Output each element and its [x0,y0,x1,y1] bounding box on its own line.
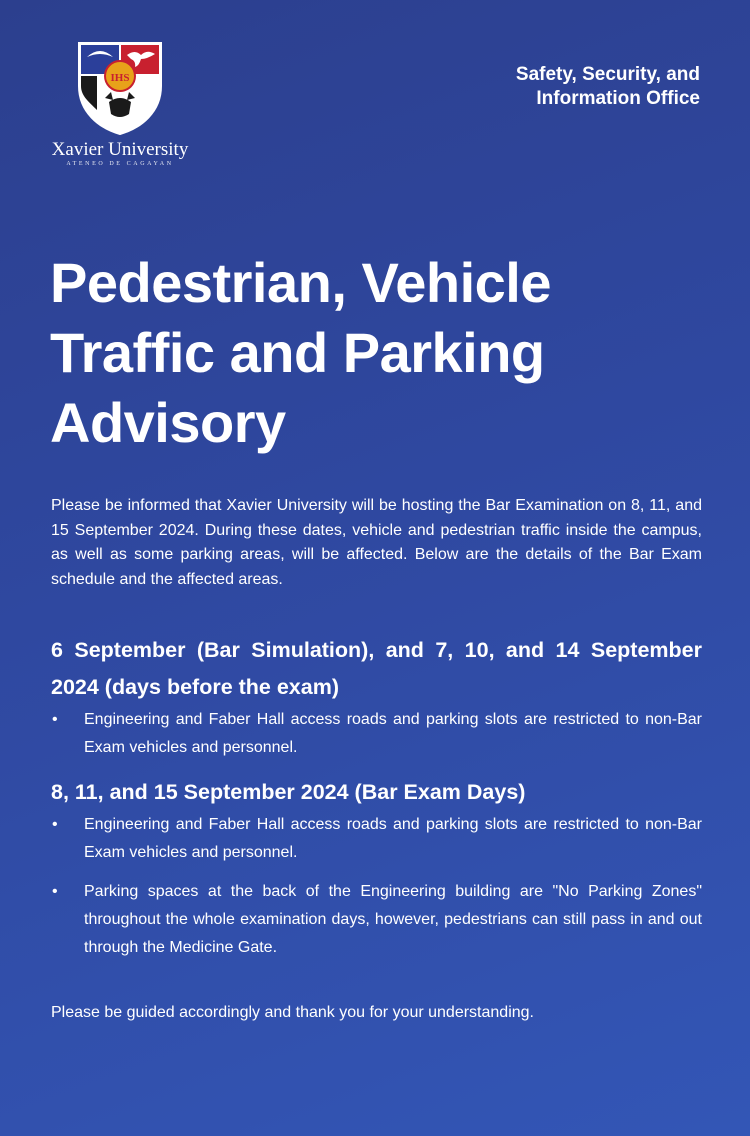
bullet-icon: • [52,883,58,900]
university-logo [40,40,200,167]
list-item [51,706,702,762]
section-heading-exam-days: 8, 11, and 15 September 2024 (Bar Exam Days) [51,780,526,804]
university-subtitle: ATENEO DE CAGAYAN [66,161,174,167]
list-item-text: Engineering and Faber Hall access roads and parking slots are restricted to non-Bar Exam vehicles and personnel. [84,711,702,756]
advisory-title [50,248,710,458]
university-name: Xavier University [51,139,189,160]
title-line-1: Pedestrian, Vehicle [50,251,551,314]
office-name [380,63,700,111]
intro-paragraph: Please be informed that Xavier University will be hosting the Bar Examination on 8, 11, and 15 September 2024. During these dates, vehicle and pedestrian traffic inside the campus, as well as some parking areas, will be affected. Below are the details of the Bar Exam schedule and the affected areas. [51,497,702,588]
list-item [51,878,702,962]
bullet-icon: • [52,816,58,833]
crest-monogram: IHS [110,72,130,84]
bullet-icon: • [52,711,58,728]
office-name-line-1: Safety, Security, and [515,64,700,85]
office-name-line-2: Information Office [536,88,700,109]
section-heading-pre-exam: 6 September (Bar Simulation), and 7, 10, and 14 September 2024 (days before the exam) [51,638,702,699]
title-line-2: Traffic and Parking [50,321,545,384]
list-item [51,811,702,867]
advisory-body [51,494,702,1025]
closing-paragraph: Please be guided accordingly and thank you for your understanding. [51,1004,534,1021]
pre-exam-restrictions-list [51,706,702,762]
title-line-3: Advisory [50,391,286,454]
exam-day-restrictions-list [51,811,702,962]
university-crest-icon [75,40,165,136]
list-item-text: Parking spaces at the back of the Engineering building are "No Parking Zones" throughout the whole examination days, however, pedestrians can still pass in and out through the Medicine Gate. [84,883,702,956]
list-item-text: Engineering and Faber Hall access roads and parking slots are restricted to non-Bar Exam vehicles and personnel. [84,816,702,861]
